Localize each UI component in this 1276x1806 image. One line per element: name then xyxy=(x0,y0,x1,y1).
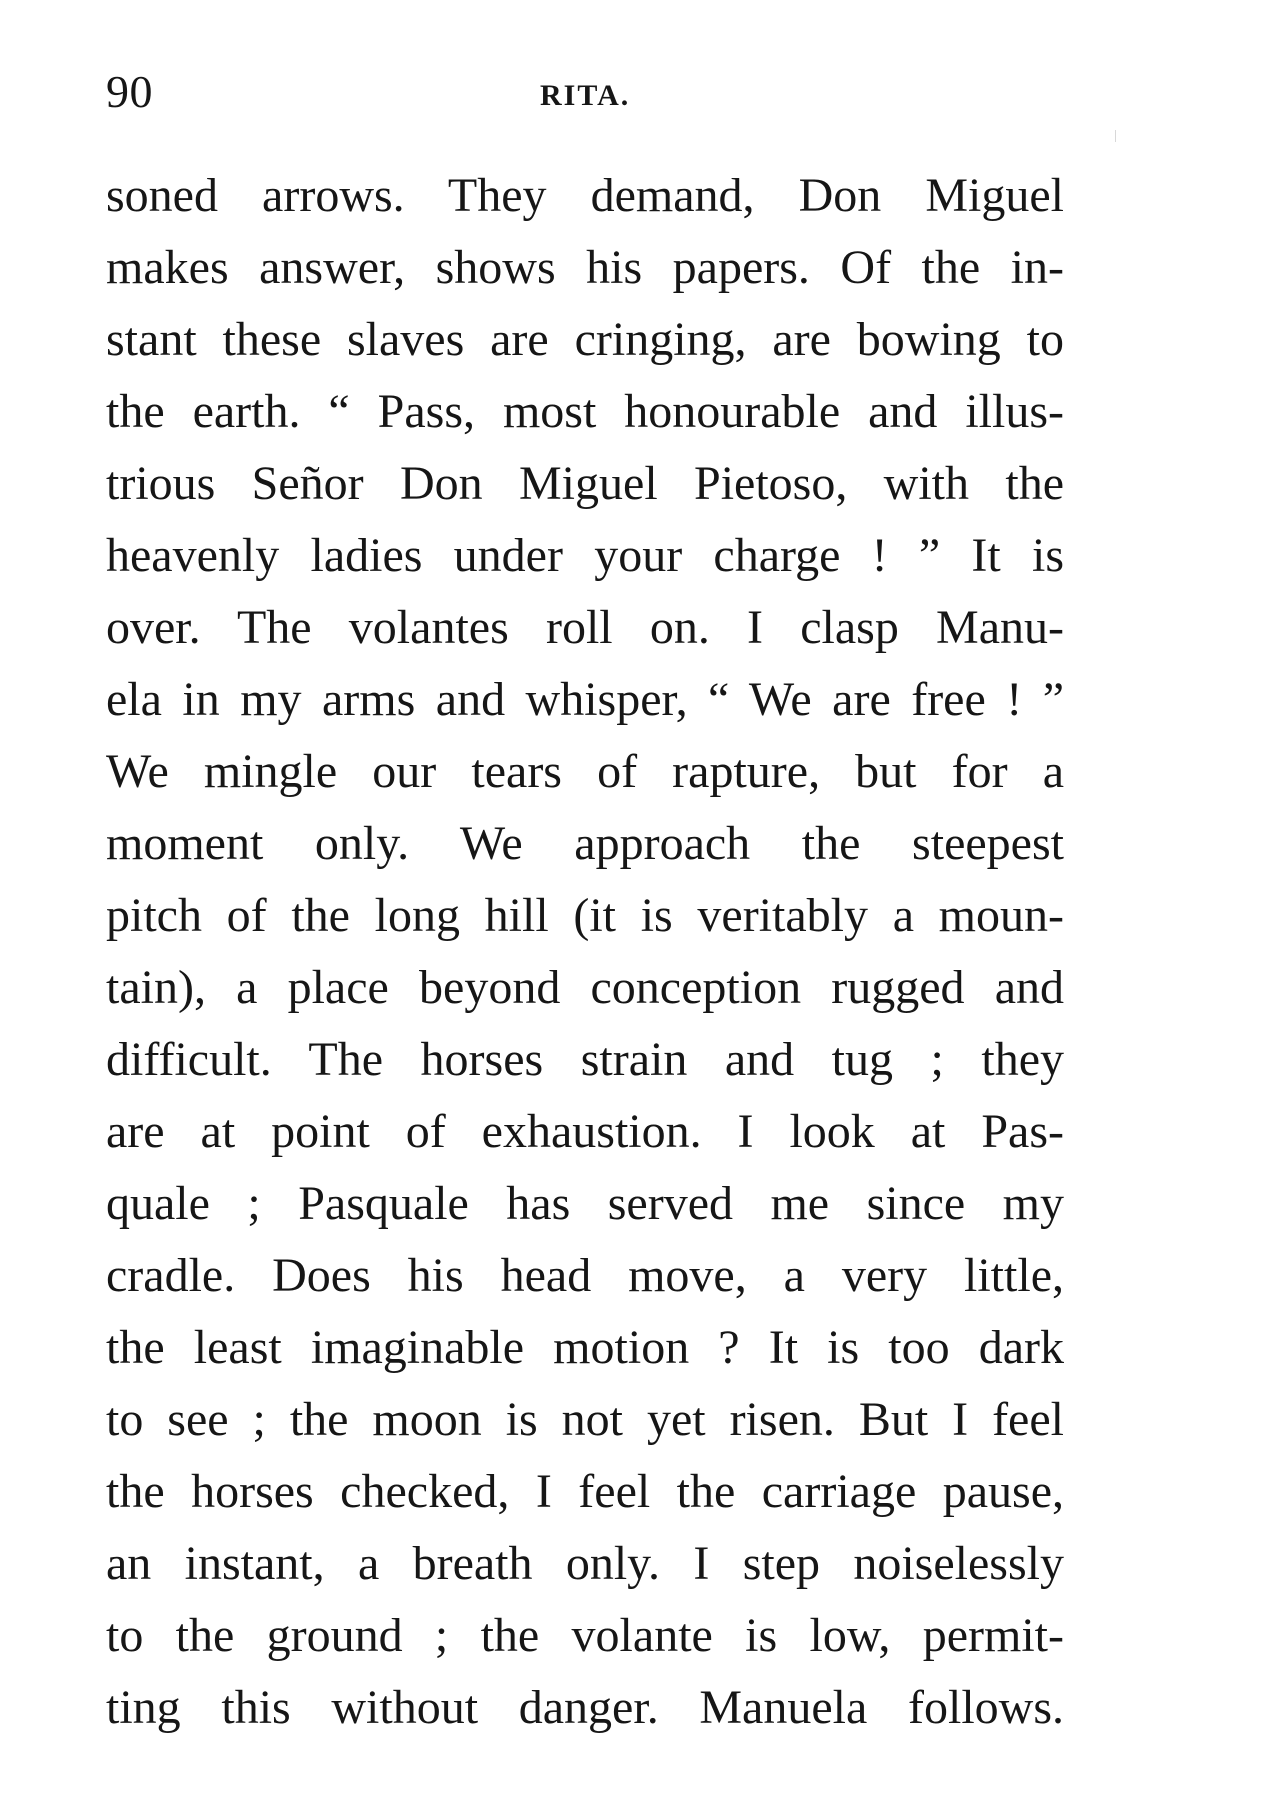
text-line: soned arrows. They demand, Don Miguel xyxy=(106,169,1064,222)
text-line: ela in my arms and whisper, “ We are free ! ” xyxy=(106,673,1064,726)
text-line: stant these slaves are cringing, are bowing to xyxy=(106,313,1064,366)
text-line: heavenly ladies under your charge ! ” It is xyxy=(106,529,1064,582)
margin-mark xyxy=(1115,130,1116,142)
text-line: tain), a place beyond conception rugged and xyxy=(106,961,1064,1014)
text-line: are at point of exhaustion. I look at Pas- xyxy=(106,1105,1064,1158)
text-line: moment only. We approach the steepest xyxy=(106,817,1064,870)
text-line: ting this without danger. Manuela follows. xyxy=(106,1681,1064,1734)
text-line: the least imaginable motion ? It is too dark xyxy=(106,1321,1064,1374)
text-line: the earth. “ Pass, most honourable and illus- xyxy=(106,385,1064,438)
page-number: 90 xyxy=(106,66,153,117)
text-line: cradle. Does his head move, a very little, xyxy=(106,1249,1064,1302)
text-line: to see ; the moon is not yet risen. But I feel xyxy=(106,1393,1064,1446)
text-line: over. The volantes roll on. I clasp Manu- xyxy=(106,601,1064,654)
text-line: quale ; Pasquale has served me since my xyxy=(106,1177,1064,1230)
text-line: an instant, a breath only. I step noiselessly xyxy=(106,1537,1064,1590)
text-line: pitch of the long hill (it is veritably a moun- xyxy=(106,889,1064,942)
text-line: to the ground ; the volante is low, permit- xyxy=(106,1609,1064,1662)
text-line: the horses checked, I feel the carriage pause, xyxy=(106,1465,1064,1518)
text-line: makes answer, shows his papers. Of the in- xyxy=(106,241,1064,294)
text-line: difficult. The horses strain and tug ; they xyxy=(106,1033,1064,1086)
text-line: We mingle our tears of rapture, but for a xyxy=(106,745,1064,798)
body-text xyxy=(106,160,1064,1744)
running-head: RITA. xyxy=(540,79,631,112)
text-line: trious Señor Don Miguel Pietoso, with the xyxy=(106,457,1064,510)
